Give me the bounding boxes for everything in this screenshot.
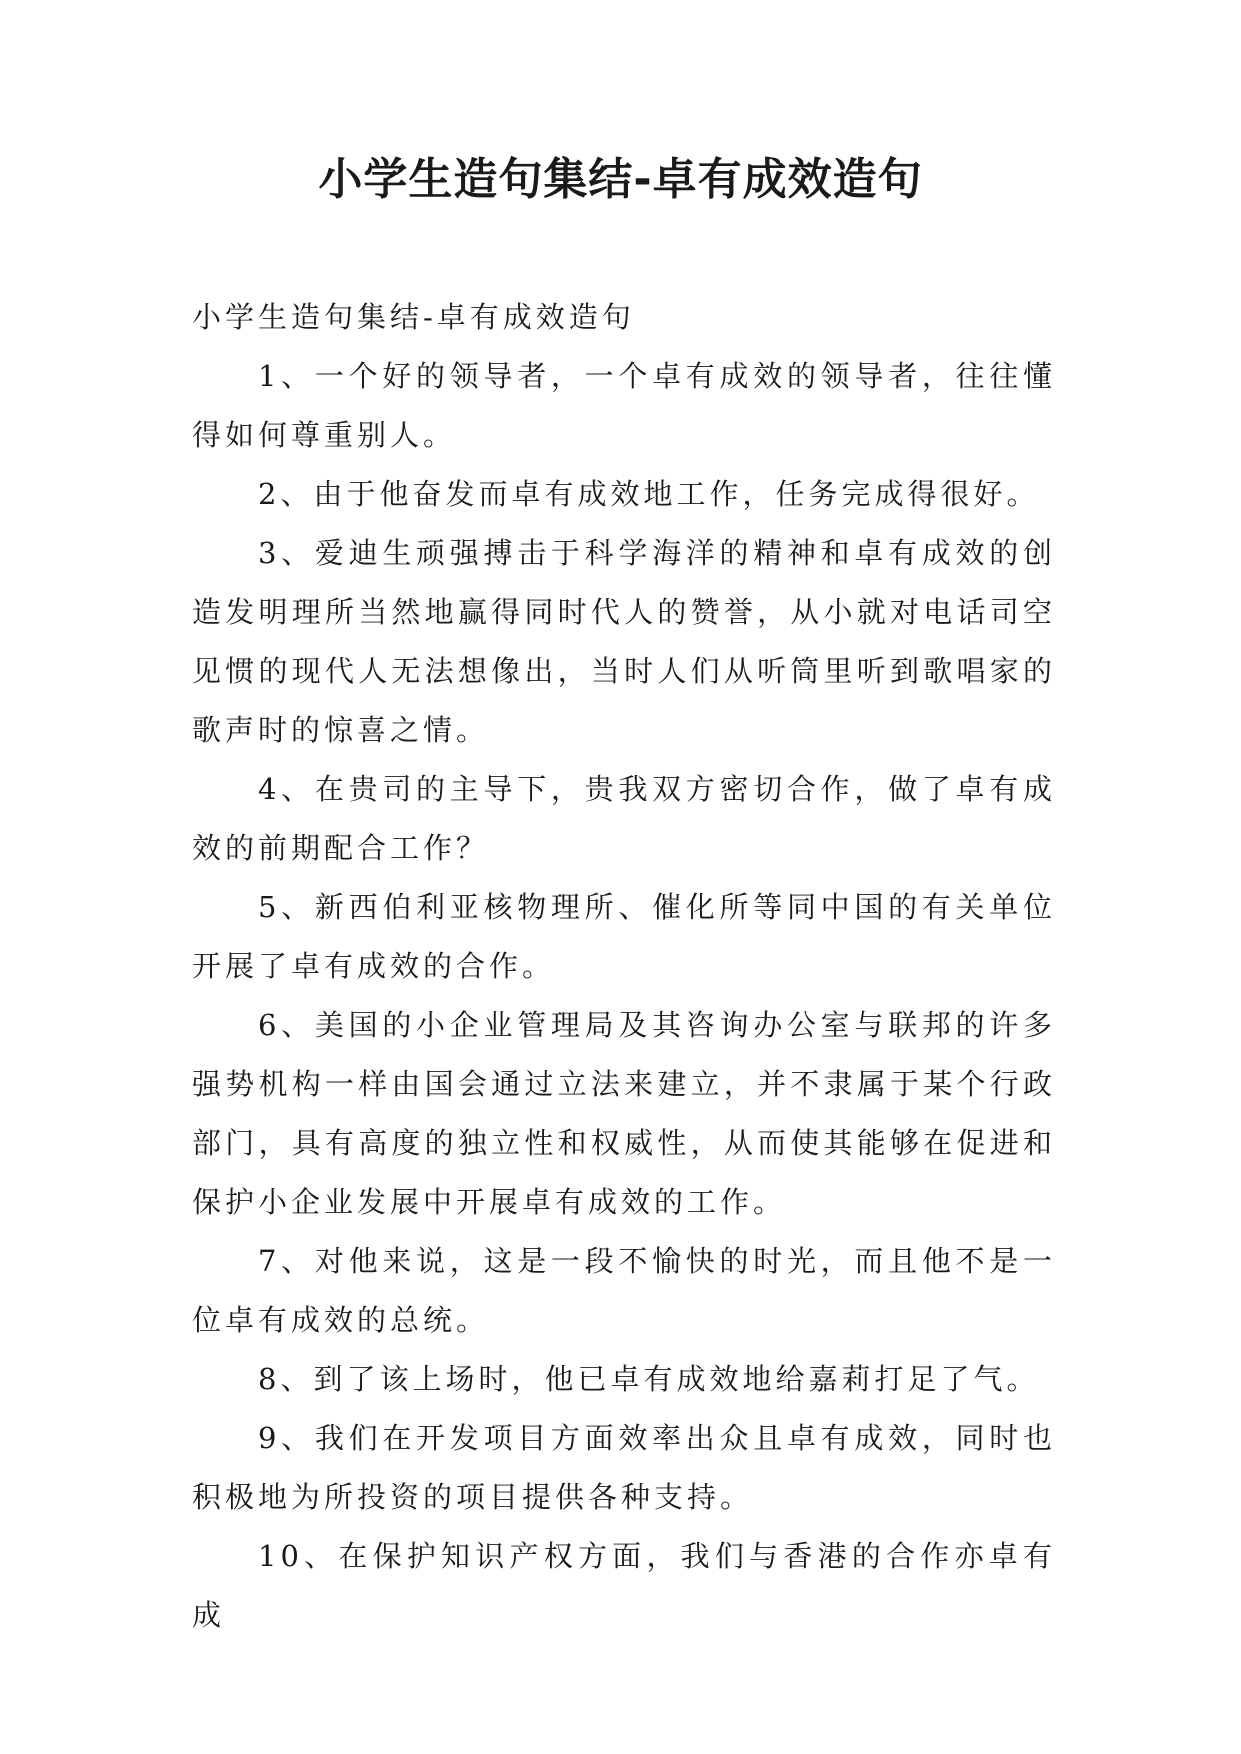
sentence-4: 4、在贵司的主导下，贵我双方密切合作，做了卓有成效的前期配合工作？ (192, 772, 1056, 865)
sentence-10: 10、在保护知识产权方面，我们与香港的合作亦卓有成 (192, 1539, 1056, 1632)
sentence-1: 1、一个好的领导者，一个卓有成效的领导者，往往懂得如何尊重别人。 (192, 359, 1056, 452)
document-subtitle: 小学生造句集结-卓有成效造句 (192, 300, 635, 334)
sentence-9: 9、我们在开发项目方面效率出众且卓有成效，同时也积极地为所投资的项目提供各种支持。 (192, 1421, 1056, 1514)
sentence-5: 5、新西伯利亚核物理所、催化所等同中国的有关单位开展了卓有成效的合作。 (192, 890, 1056, 983)
document-title: 小学生造句集结-卓有成效造句 (318, 154, 923, 205)
document-body (192, 288, 1056, 1645)
sentence-7: 7、对他来说，这是一段不愉快的时光，而且他不是一位卓有成效的总统。 (192, 1244, 1056, 1337)
sentence-6: 6、美国的小企业管理局及其咨询办公室与联邦的许多强势机构一样由国会通过立法来建立，并不隶属于某个行政部门，具有高度的独立性和权威性，从而使其能够在促进和保护小企业发展中开展卓有成效的工作。 (192, 1008, 1056, 1219)
sentence-8: 8、到了该上场时，他已卓有成效地给嘉莉打足了气。 (258, 1362, 1040, 1396)
sentence-2: 2、由于他奋发而卓有成效地工作，任务完成得很好。 (258, 477, 1040, 511)
sentence-3: 3、爱迪生顽强搏击于科学海洋的精神和卓有成效的创造发明理所当然地赢得同时代人的赞誉，从小就对电话司空见惯的现代人无法想像出，当时人们从听筒里听到歌唱家的歌声时的惊喜之情。 (192, 536, 1056, 747)
